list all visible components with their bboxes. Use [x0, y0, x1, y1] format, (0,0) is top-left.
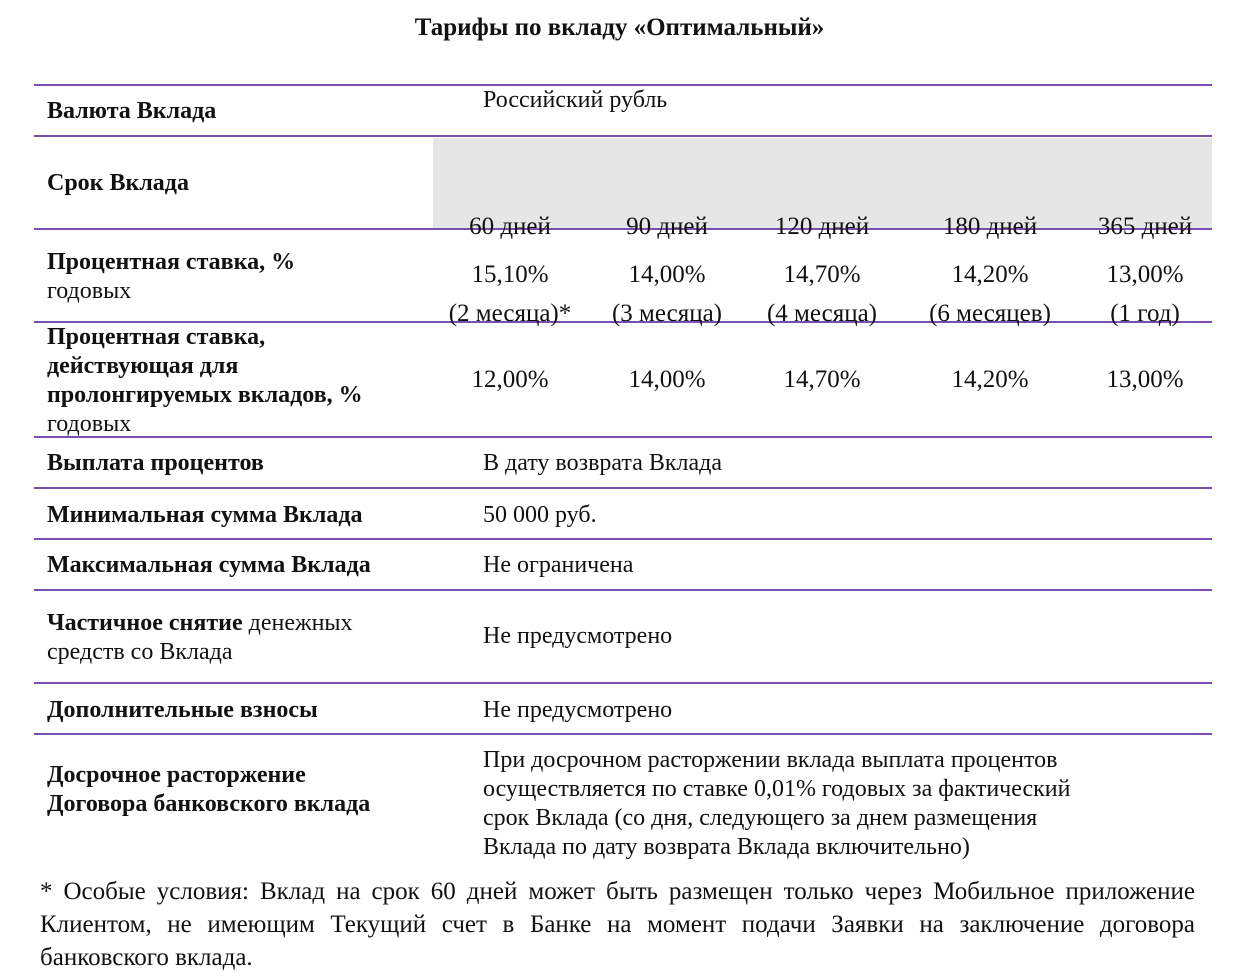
early-label-line2: Договора банковского вклада	[47, 791, 371, 817]
document-title: Тарифы по вкладу «Оптимальный»	[414, 14, 825, 41]
rate-prolong-value-90: 14,00%	[628, 366, 706, 393]
max-sum-value: Не ограничена	[483, 552, 634, 578]
partial-label-line2: средств со Вклада	[47, 639, 233, 665]
partial-label-tail: денежных	[242, 610, 353, 636]
min-sum-label: Минимальная сумма Вклада	[47, 502, 363, 528]
early-value-line: Вклада по дату возврата Вклада включительно)	[483, 834, 970, 860]
term-days: 365 дней	[1097, 213, 1193, 240]
rate-prolong-value-180: 14,20%	[951, 366, 1029, 393]
table-rule	[34, 487, 1212, 489]
table-rule	[34, 538, 1212, 540]
term-column-365	[1085, 154, 1205, 357]
table-rule	[34, 682, 1212, 684]
early-value-line: осуществляется по ставке 0,01% годовых за фактический	[483, 776, 1071, 802]
payout-value: В дату возврата Вклада	[483, 450, 723, 476]
term-months: (1 год)	[1110, 300, 1180, 327]
partial-label	[47, 609, 353, 667]
rate-label-tail: %	[265, 249, 296, 275]
table-rule	[34, 733, 1212, 735]
rate-value-180: 14,20%	[951, 261, 1029, 288]
term-days: 60 дней	[469, 213, 551, 240]
rate-value-120: 14,70%	[783, 261, 861, 288]
rate-prolong-line2: действующая для	[47, 353, 239, 379]
rate-prolong-line1: Процентная ставка,	[47, 324, 266, 350]
early-value-line: срок Вклада (со дня, следующего за днем размещения	[483, 805, 1038, 831]
term-months: (2 месяца)*	[448, 300, 572, 327]
rate-prolong-line3-tail: %	[332, 382, 363, 408]
rate-prolong-value-60: 12,00%	[471, 366, 549, 393]
early-label	[47, 761, 370, 819]
rate-value-90: 14,00%	[628, 261, 706, 288]
term-column-90	[598, 154, 736, 357]
rate-prolong-line4: годовых	[47, 411, 132, 437]
partial-value: Не предусмотрено	[483, 623, 673, 649]
term-months: (3 месяца)	[611, 300, 722, 327]
term-column-60	[433, 154, 587, 357]
rate-label	[47, 248, 295, 306]
term-days: 120 дней	[774, 213, 870, 240]
footnote: * Особые условия: Вклад на срок 60 дней может быть размещен только через Мобильное приложение Клиентом, не имеющим Текущий счет в Банке на момент подачи Заявки на заключение договора банковского вклада.	[40, 878, 1195, 971]
term-months: (6 месяцев)	[929, 300, 1051, 327]
additional-label: Дополнительные взносы	[47, 697, 318, 723]
rate-value-365: 13,00%	[1106, 261, 1184, 288]
term-days: 180 дней	[942, 213, 1038, 240]
max-sum-label: Максимальная сумма Вклада	[47, 552, 371, 578]
partial-label-bold: Частичное снятие	[47, 610, 243, 636]
rate-prolong-label	[47, 323, 363, 439]
currency-value: Российский рубль	[483, 87, 668, 113]
min-sum-value: 50 000 руб.	[483, 502, 597, 528]
early-label-line1: Досрочное расторжение	[47, 762, 306, 788]
term-months: (4 месяца)	[766, 300, 877, 327]
rate-prolong-line3: пролонгируемых вкладов,	[47, 382, 333, 408]
payout-label: Выплата процентов	[47, 450, 264, 476]
rate-prolong-value-120: 14,70%	[783, 366, 861, 393]
rate-prolong-value-365: 13,00%	[1106, 366, 1184, 393]
term-column-180	[915, 154, 1065, 357]
additional-value: Не предусмотрено	[483, 697, 673, 723]
rate-label-line2: годовых	[47, 278, 132, 304]
early-value-line: При досрочном расторжении вклада выплата процентов	[483, 747, 1058, 773]
term-days: 90 дней	[626, 213, 708, 240]
early-value	[483, 746, 1070, 862]
table-rule	[34, 135, 1212, 137]
table-rule	[34, 589, 1212, 591]
term-column-120	[752, 154, 892, 357]
term-label: Срок Вклада	[47, 170, 189, 196]
rate-value-60: 15,10%	[471, 261, 549, 288]
rate-label-bold: Процентная ставка,	[47, 249, 266, 275]
currency-label: Валюта Вклада	[47, 98, 217, 124]
